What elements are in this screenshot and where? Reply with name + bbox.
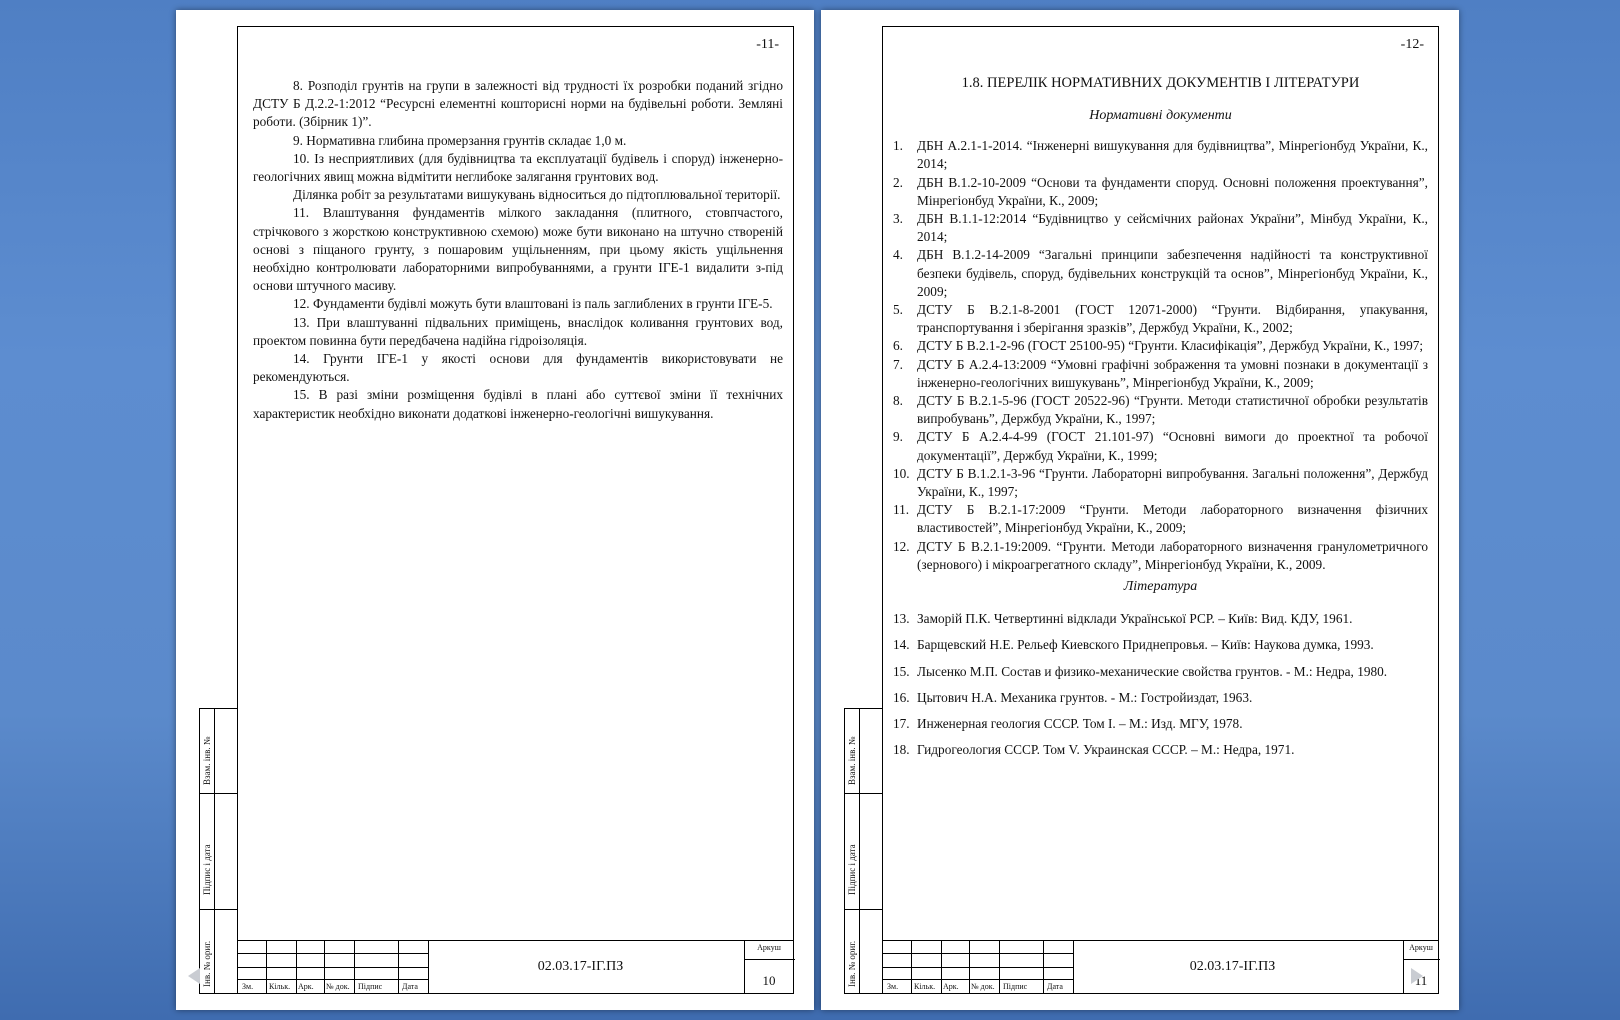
- list-item-number: 8.: [893, 393, 903, 409]
- list-item-text: ДСТУ Б В.2.1-8-2001 (ГОСТ 12071-2000) “Грунти. Відбирання, упакування, транспортування і зберігання зразків”, Держбуд України, К., 2002;: [917, 302, 1428, 336]
- paragraph: 10. Із несприятливих (для будівництва та експлуатації будівель і споруд) інженерно-геологічних явищ можна відмітити неглибоке залягання грунтових вод.: [253, 150, 783, 185]
- list-item-text: Лысенко М.П. Состав и физико-механические свойства грунтов. - М.: Недра, 1980.: [917, 663, 1388, 679]
- list-item-text: Барщевский Н.Е. Рельеф Киевского Приднепровья. – Київ: Наукова думка, 1993.: [917, 637, 1374, 653]
- side-strip: [199, 708, 237, 994]
- document-code: 02.03.17-ІГ.ПЗ: [537, 959, 624, 974]
- list-item-text: Инженерная геология СССР. Том I. – М.: Изд. МГУ, 1978.: [917, 716, 1243, 732]
- list-item-number: 3.: [893, 211, 903, 227]
- list-item: [893, 538, 1428, 574]
- stamp-caption: Дата: [1047, 982, 1063, 991]
- list-item-text: ДСТУ Б В.2.1-17:2009 “Грунти. Методи лабораторного визначення фізичних властивостей”, Мінрегіонбуд України, К., 2009;: [917, 502, 1428, 536]
- list-item-number: 15.: [893, 663, 910, 679]
- stamp-caption: № док.: [326, 982, 350, 991]
- paragraph: 11. Влаштування фундаментів мілкого закладання (плитного, стовпчастого, стрічкового з жорсткою конструктивною схемою) може бути виконано на штучно створеній основі з піщаного грунту, з пошаровим ущільненням, при цьому якість ущільнення необхідно контролювати лабораторними випробуваннями, а грунти ІГЕ-1 видалити з-під основи штучного масиву.: [253, 205, 783, 294]
- list-item-number: 9.: [893, 429, 903, 445]
- page-number: -11-: [756, 37, 779, 52]
- side-label: Інв. № ориг.: [202, 940, 212, 987]
- list-item-number: 13.: [893, 611, 910, 627]
- list-item: [893, 210, 1428, 246]
- side-label: Взам. інв. №: [202, 736, 212, 785]
- paragraph: 15. В разі зміни розміщення будівлі в плані або суттєвої зміни її технічних характеристик необхідно виконати додаткові інженерно-геологічні вишукування.: [253, 387, 783, 421]
- list-item-number: 5.: [893, 302, 903, 318]
- list-item-number: 6.: [893, 338, 903, 354]
- stamp-caption: Арк.: [943, 982, 959, 991]
- sheet-label: Аркуш: [757, 943, 781, 952]
- page-left: [176, 10, 814, 1010]
- list-item-number: 17.: [893, 716, 910, 732]
- list-item-number: 16.: [893, 689, 910, 705]
- list-item: [893, 715, 1428, 733]
- document-code: 02.03.17-ІГ.ПЗ: [1189, 959, 1276, 974]
- list-item-text: ДБН В.1.1-12:2014 “Будівництво у сейсмічних районах України”, Мінбуд України, К., 2014;: [917, 211, 1428, 245]
- stamp-caption: Кільк.: [914, 982, 936, 991]
- list-item-text: ДБН В.1.2-10-2009 “Основи та фундаменти споруд. Основні положення проектування”, Мінрегіонбуд України, К., 2009;: [917, 174, 1428, 208]
- side-label: Підпис і дата: [847, 844, 857, 895]
- list-item: [893, 663, 1428, 681]
- list-item: [893, 741, 1428, 759]
- left-body: [253, 77, 783, 423]
- list-item-text: Гидрогеология СССР. Том V. Украинская СССР. – М.: Недра, 1971.: [917, 742, 1295, 758]
- list-item: [893, 636, 1428, 654]
- stamp-caption: № док.: [971, 982, 995, 991]
- stamp-caption: Зм.: [242, 982, 254, 991]
- list-item: [893, 428, 1428, 464]
- list-item-text: ДСТУ Б В.2.1-2-96 (ГОСТ 25100-95) “Грунти. Класифікація”, Держбуд України, К., 1997;: [917, 338, 1424, 354]
- page-right: [821, 10, 1459, 1010]
- list-item-number: 1.: [893, 138, 903, 154]
- list-item-text: Цытович Н.А. Механика грунтов. - М.: Гостройиздат, 1963.: [917, 689, 1253, 705]
- list-item-number: 14.: [893, 637, 910, 653]
- list-item: [893, 246, 1428, 301]
- title-block: [237, 940, 794, 994]
- paragraph: 12. Фундаменти будівлі можуть бути влаштовані із паль заглиблених в грунти ІГЕ-5.: [293, 296, 773, 312]
- list-item: [893, 689, 1428, 707]
- paragraph: 8. Розподіл грунтів на групи в залежності від трудності їх розробки поданий згідно ДСТУ Б Д.2.2-1:2012 “Ресурсні елементні кошторисні норми на будівельні роботи. Земляні роботи. (Збірник 1)”.: [253, 78, 783, 130]
- stamp-caption: Кільк.: [269, 982, 291, 991]
- sheet-label: Аркуш: [1409, 943, 1433, 952]
- stamp-caption: Дата: [402, 982, 418, 991]
- list-item-text: ДСТУ Б В.1.2.1-3-96 “Грунти. Лабораторні випробування. Загальні положення”, Держбуд України, К., 1997;: [917, 465, 1428, 500]
- list-item-text: ДСТУ Б В.2.1-19:2009. “Грунти. Методи лабораторного визначення гранулометричного (зернового) і мікроагрегатного складу”, Мінрегіонбуд України, К., 2009.: [917, 538, 1428, 572]
- list-item-number: 11.: [893, 502, 910, 518]
- list-item: [893, 174, 1428, 210]
- norm-list: [893, 107, 1428, 768]
- paragraph: 13. При влаштуванні підвальних приміщень, внаслідок коливання грунтових вод, проектом повинна бути передбачена надійна гідроізоляція.: [253, 314, 783, 348]
- paragraph: Ділянка робіт за результатами вишукувань відноситься до підтоплювальної території.: [293, 187, 781, 203]
- stamp-caption: Підпис: [1003, 982, 1028, 991]
- list-item: [893, 337, 1428, 355]
- page-frame: [237, 26, 794, 994]
- page-number: -12-: [1400, 37, 1424, 52]
- list-item: [893, 610, 1428, 628]
- side-strip: [844, 708, 882, 994]
- norm-heading: Нормативні документи: [1089, 108, 1232, 123]
- sheet-number: 11: [1414, 973, 1428, 988]
- stamp-caption: Арк.: [298, 982, 314, 991]
- list-item-number: 12.: [893, 538, 910, 554]
- prev-arrow-icon[interactable]: [188, 968, 200, 984]
- list-item: [893, 301, 1428, 337]
- stamp-caption: Підпис: [358, 982, 383, 991]
- list-item-text: ДБН А.2.1-1-2014. “Інженерні вишукування для будівництва”, Мінрегіонбуд України, К., 2014;: [917, 138, 1428, 172]
- list-item-text: Заморій П.К. Четвертинні відклади Української РСР. – Київ: Вид. КДУ, 1961.: [917, 611, 1353, 627]
- next-arrow-icon[interactable]: [1411, 968, 1423, 984]
- list-item-text: ДСТУ Б А.2.4-13:2009 “Умовні графічні зображення та умовні познаки в документації з інженерно-геологічних вишукувань”, Мінрегіонбуд України, К., 2009;: [917, 356, 1428, 390]
- sheet-number: 10: [762, 973, 776, 988]
- list-item-number: 18.: [893, 742, 910, 758]
- side-label: Інв. № ориг.: [847, 940, 857, 987]
- side-label: Взам. інв. №: [847, 736, 857, 785]
- lit-heading: Література: [1123, 579, 1198, 595]
- list-item-text: ДСТУ Б А.2.4-4-99 (ГОСТ 21.101-97) “Основні вимоги до проектної та робочої документації”, Держбуд України, К., 1999;: [917, 429, 1428, 463]
- list-item: [893, 356, 1428, 392]
- list-item: [893, 501, 1428, 537]
- section-title: 1.8. ПЕРЕЛІК НОРМАТИВНИХ ДОКУМЕНТІВ І ЛІТЕРАТУРИ: [961, 75, 1360, 91]
- list-item-number: 10.: [893, 465, 910, 481]
- paragraph: 14. Грунти ІГЕ-1 у якості основи для фундаментів використовувати не рекомендуються.: [253, 351, 783, 385]
- title-block: [882, 940, 1439, 994]
- page-frame: [882, 26, 1439, 994]
- list-item-number: 4.: [893, 247, 903, 263]
- paragraph: 9. Нормативна глибина промерзання грунтів складає 1,0 м.: [293, 132, 627, 148]
- list-item-number: 2.: [893, 174, 903, 190]
- list-item: [893, 392, 1428, 428]
- list-item-text: ДСТУ Б В.2.1-5-96 (ГОСТ 20522-96) “Грунти. Методи статистичної обробки результатів випробувань”, Держбуд України, К., 1997;: [917, 393, 1428, 427]
- list-item-number: 7.: [893, 356, 903, 372]
- side-label: Підпис і дата: [202, 844, 212, 895]
- list-item-text: ДБН В.1.2-14-2009 “Загальні принципи забезпечення надійності та конструктивної безпеки будівель, споруд, будівельних конструкцій та основ”, Мінрегіонбуд України, К., 2009;: [917, 247, 1428, 299]
- stamp-caption: Зм.: [887, 982, 899, 991]
- list-item: [893, 465, 1428, 501]
- list-item: [893, 137, 1428, 173]
